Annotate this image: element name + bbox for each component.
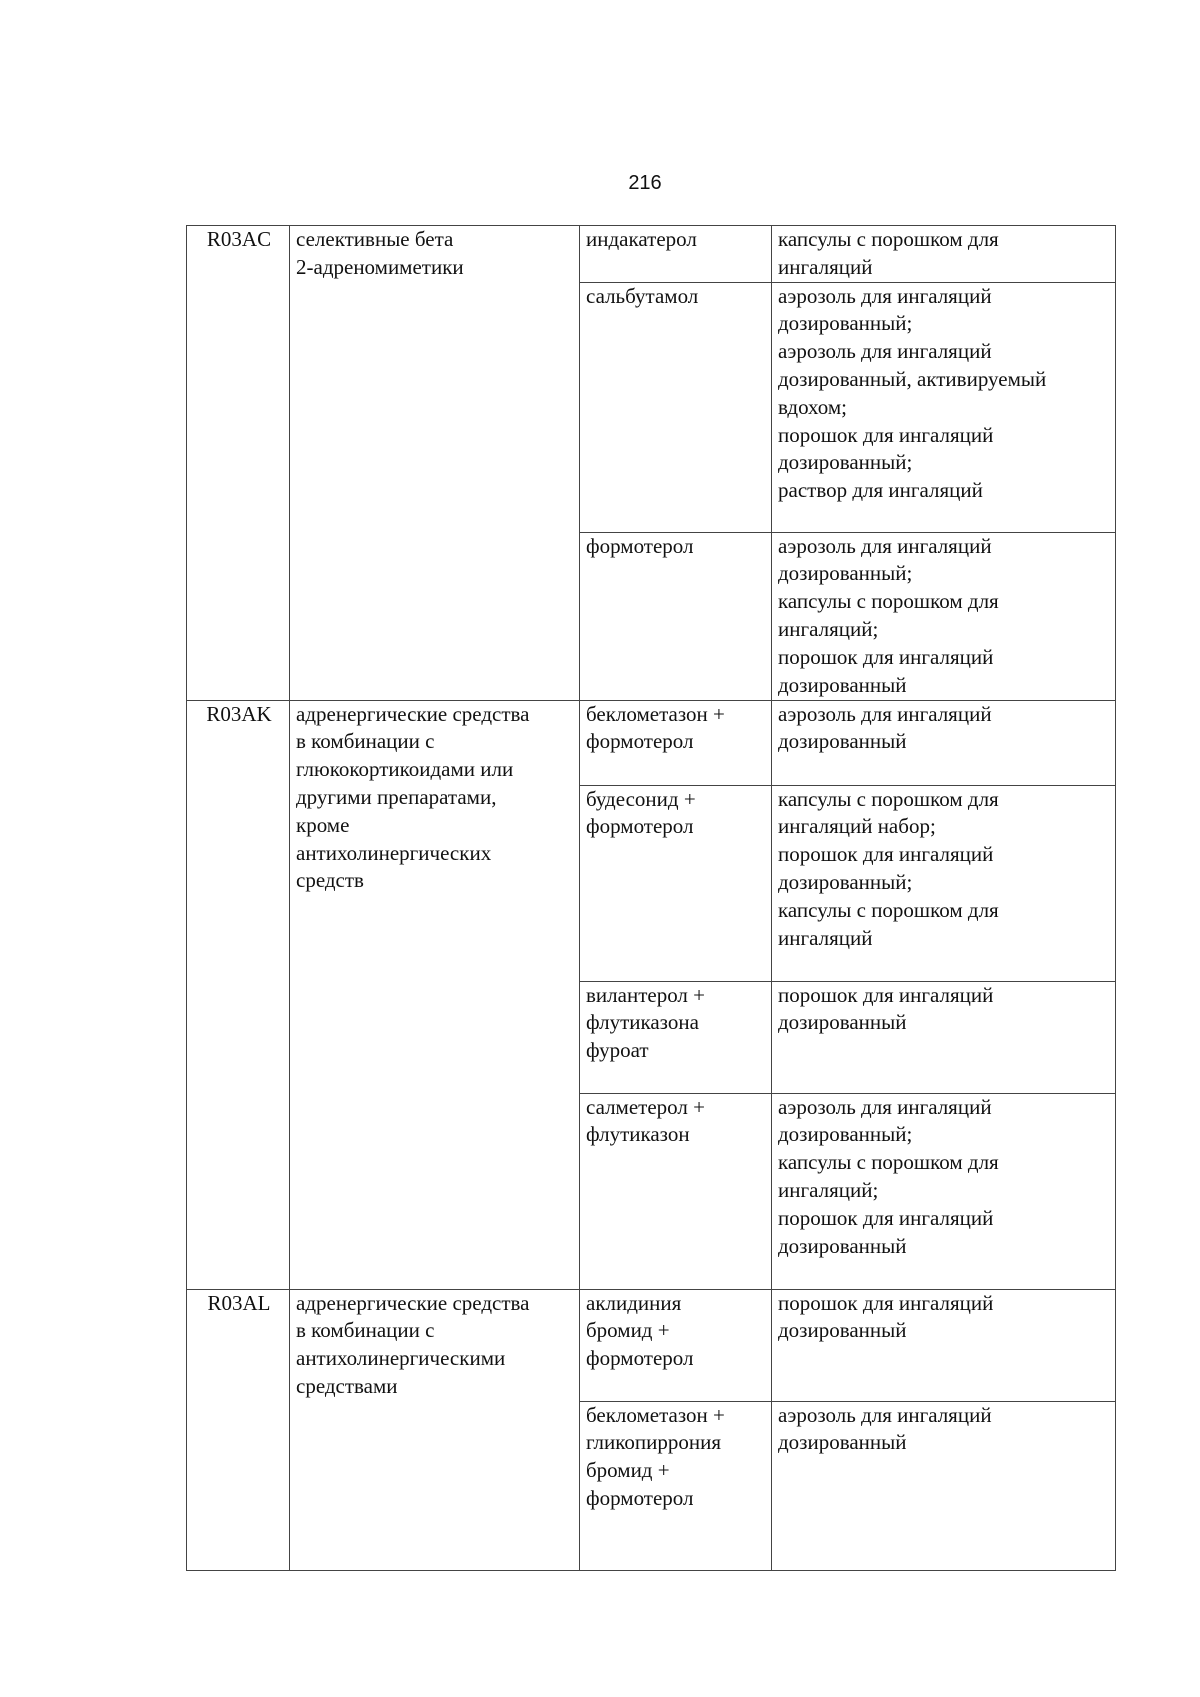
drug-name: салметерол + флутиказон xyxy=(580,1093,772,1289)
dosage-forms: аэрозоль для ингаляций дозированный; капсулы с порошком для ингаляций; порошок для ингаляций дозированный xyxy=(772,532,1116,700)
atc-code: R03AK xyxy=(187,700,290,1289)
drug-name: сальбутамол xyxy=(580,282,772,532)
group-description: селективные бета 2-адреномиметики xyxy=(290,226,580,701)
dosage-forms: аэрозоль для ингаляций дозированный xyxy=(772,700,1116,785)
page-number: 216 xyxy=(628,172,662,194)
dosage-forms: порошок для ингаляций дозированный xyxy=(772,981,1116,1093)
dosage-forms: аэрозоль для ингаляций дозированный; аэрозоль для ингаляций дозированный, активируемый вдохом; порошок для ингаляций дозированный; раствор для ингаляций xyxy=(772,282,1116,532)
table-row xyxy=(187,700,1116,785)
drug-name: беклометазон + формотерол xyxy=(580,700,772,785)
atc-code: R03AL xyxy=(187,1289,290,1570)
group-description: адренергические средства в комбинации с антихолинергическими средствами xyxy=(290,1289,580,1570)
dosage-forms: порошок для ингаляций дозированный xyxy=(772,1289,1116,1401)
drug-name: формотерол xyxy=(580,532,772,700)
drug-name: будесонид + формотерол xyxy=(580,785,772,981)
atc-code: R03AC xyxy=(187,226,290,701)
drug-table xyxy=(186,225,1116,1571)
drug-name: аклидиния бромид + формотерол xyxy=(580,1289,772,1401)
drug-name: индакатерол xyxy=(580,226,772,283)
dosage-forms: аэрозоль для ингаляций дозированный; капсулы с порошком для ингаляций; порошок для ингаляций дозированный xyxy=(772,1093,1116,1289)
dosage-forms: капсулы с порошком для ингаляций xyxy=(772,226,1116,283)
dosage-forms: капсулы с порошком для ингаляций набор; порошок для ингаляций дозированный; капсулы с порошком для ингаляций xyxy=(772,785,1116,981)
group-description: адренергические средства в комбинации с глюкокортикоидами или другими препаратами, кроме антихолинергических средств xyxy=(290,700,580,1289)
table-row xyxy=(187,1289,1116,1401)
table-row xyxy=(187,226,1116,283)
drug-name: вилантерол + флутиказона фуроат xyxy=(580,981,772,1093)
dosage-forms: аэрозоль для ингаляций дозированный xyxy=(772,1401,1116,1570)
drug-name: беклометазон + гликопиррония бромид + формотерол xyxy=(580,1401,772,1570)
